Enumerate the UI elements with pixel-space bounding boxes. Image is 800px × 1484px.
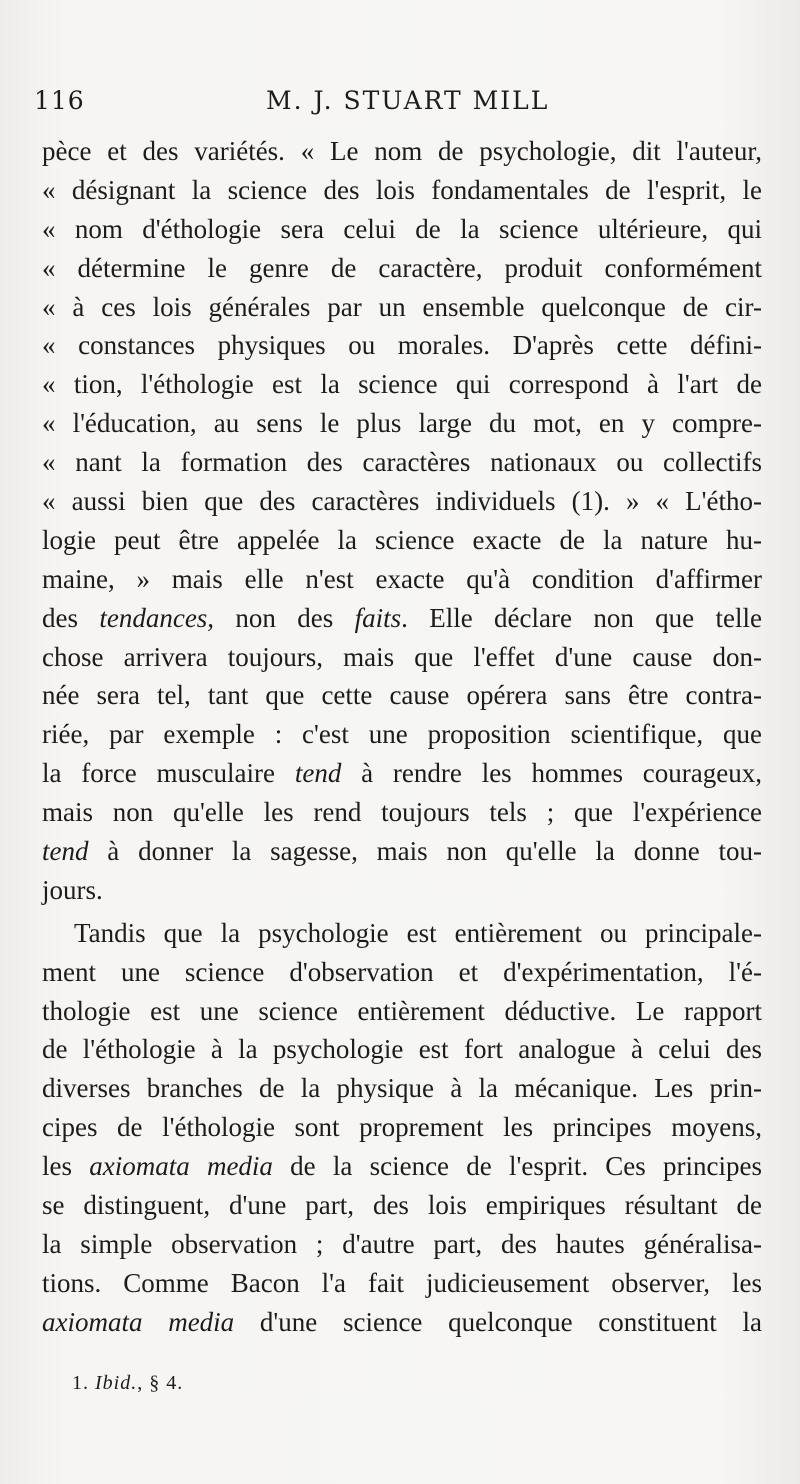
italic-term: axiomata media	[89, 1151, 273, 1182]
text-line: « tion, l'éthologie est la science qui correspond à l'art de	[42, 369, 762, 400]
text-line: née sera tel, tant que cette cause opérera sans être contra-	[42, 680, 762, 711]
page-header	[34, 86, 774, 122]
text-line: ment une science d'observation et d'expérimentation, l'é-	[42, 956, 762, 987]
text-run: non des	[214, 602, 355, 633]
text-run: des	[42, 602, 100, 633]
text-line: « l'éducation, au sens le plus large du mot, en y compre-	[42, 408, 762, 439]
footnote-text: , § 4.	[137, 1372, 184, 1394]
text-line: « à ces lois générales par un ensemble quelconque de cir-	[42, 291, 762, 322]
text-line	[42, 832, 762, 871]
text-line: « nant la formation des caractères nationaux ou collectifs	[42, 447, 762, 478]
text-line: riée, par exemple : c'est une proposition scientifique, que	[42, 719, 762, 750]
text-line	[42, 599, 762, 638]
text-line: « constances physiques ou morales. D'après cette défini-	[42, 330, 762, 361]
text-line: la simple observation ; d'autre part, des hautes généralisa-	[42, 1228, 762, 1259]
italic-term: tend	[294, 758, 342, 789]
text-run: à rendre les hommes courageux,	[341, 758, 762, 789]
text-line: tions. Comme Bacon l'a fait judicieusement observer, les	[42, 1267, 762, 1298]
text-line: « désignant la science des lois fondamentales de l'esprit, le	[42, 174, 762, 205]
italic-term: tend	[42, 836, 89, 867]
text-run: . Elle déclare non que telle	[401, 602, 762, 633]
running-title: M. J. STUART MILL	[266, 86, 550, 115]
text-line	[42, 1147, 762, 1186]
text-run: la force musculaire	[42, 758, 295, 789]
text-line: pèce et des variétés. « Le nom de psychologie, dit l'auteur,	[42, 136, 762, 166]
text-run: d'une science quelconque constituent la	[234, 1306, 762, 1337]
text-run: de la science de l'esprit. Ces principes	[272, 1151, 762, 1182]
text-line: mais non qu'elle les rend toujours tels ; que l'expérience	[42, 797, 762, 828]
text-line	[42, 754, 762, 793]
text-line: cipes de l'éthologie sont proprement les principes moyens,	[42, 1112, 762, 1143]
text-run: à donner la sagesse, mais non qu'elle la donne tou-	[88, 836, 762, 867]
text-run: les	[42, 1151, 90, 1182]
paragraph-first-line: Tandis que la psychologie est entièrement ou principale-	[74, 917, 762, 948]
text-line: maine, » mais elle n'est exacte qu'à condition d'affirmer	[42, 563, 762, 594]
text-line: « aussi bien que des caractères individuels (1). » « L'étho-	[42, 486, 762, 517]
text-line: « détermine le genre de caractère, produit conformément	[42, 252, 762, 283]
text-line: logie peut être appelée la science exacte de la nature hu-	[42, 524, 762, 555]
text-line: de l'éthologie à la psychologie est fort analogue à celui des	[42, 1034, 762, 1065]
text-line	[42, 1303, 762, 1342]
text-line: « nom d'éthologie sera celui de la science ultérieure, qui	[42, 213, 762, 244]
italic-term: axiomata media	[42, 1306, 235, 1337]
footnote-reference: Ibid.	[95, 1372, 138, 1394]
text-line: se distinguent, d'une part, des lois empiriques résultant de	[42, 1190, 762, 1221]
text-line: thologie est une science entièrement déductive. Le rapport	[42, 995, 762, 1026]
footnote-number: 1.	[72, 1372, 89, 1394]
page-number: 116	[34, 86, 85, 115]
text-line: jours.	[42, 874, 103, 905]
italic-term: faits	[354, 602, 402, 633]
footnote	[72, 1372, 752, 1395]
body-text	[42, 132, 762, 1342]
text-line: chose arrivera toujours, mais que l'effet d'une cause don-	[42, 641, 762, 672]
text-line: diverses branches de la physique à la mécanique. Les prin-	[42, 1073, 762, 1104]
italic-term: tendances,	[99, 602, 215, 633]
